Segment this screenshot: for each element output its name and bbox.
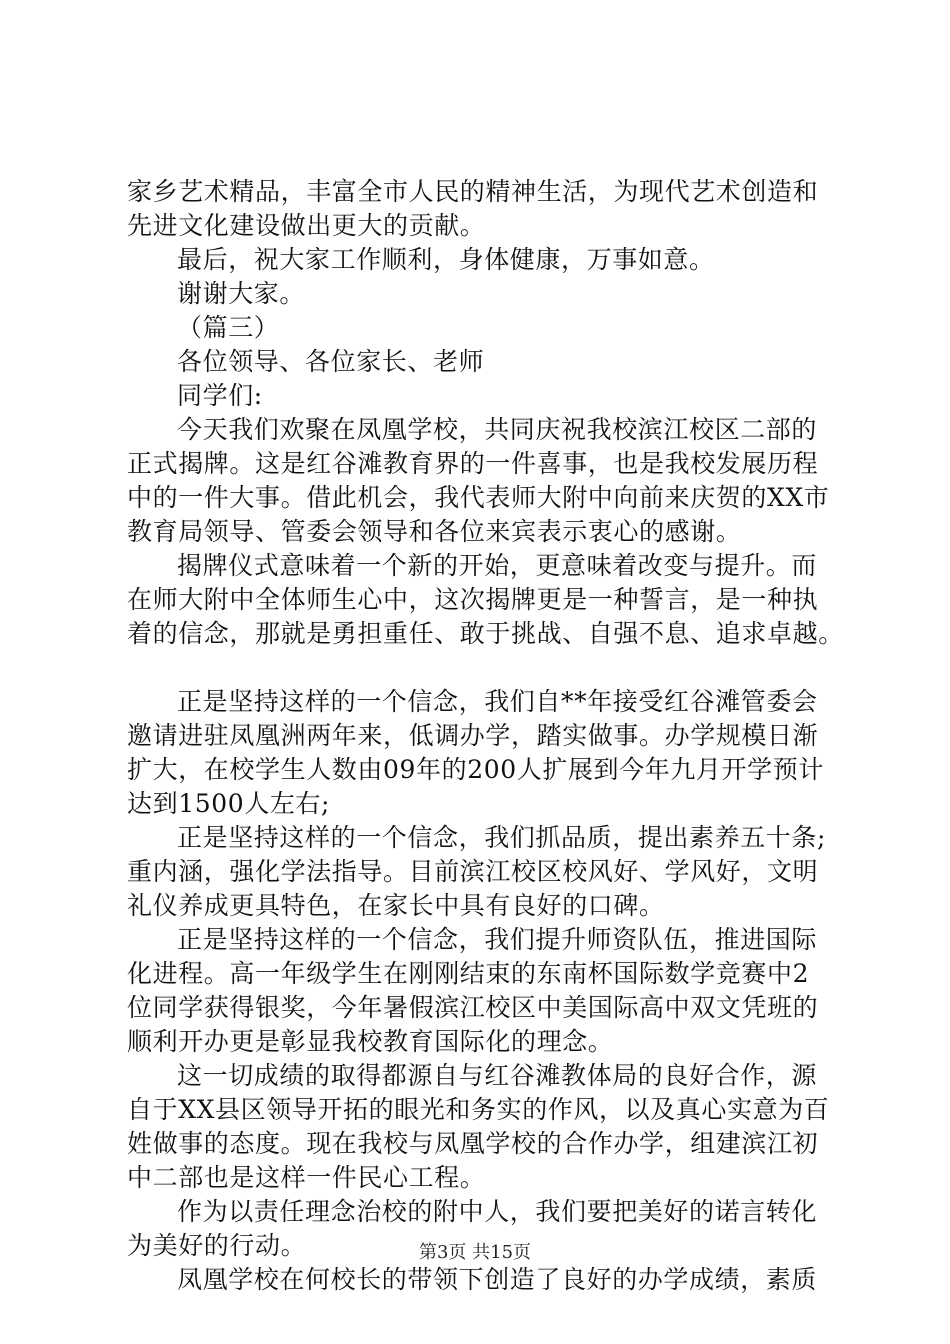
text-line: 作为以责任理念治校的附中人，我们要把美好的诺言转化: [177, 1197, 818, 1226]
text-line: 顺利开办更是彰显我校教育国际化的理念。: [127, 1027, 614, 1056]
text-line: 揭牌仪式意味着一个新的开始，更意味着改变与提升。而: [177, 551, 818, 580]
text-line: 扩大，在校学生人数由09年的200人扩展到今年九月开学预计: [127, 755, 824, 784]
text-line: 最后，祝大家工作顺利，身体健康，万事如意。: [177, 245, 715, 274]
section-heading: （篇三）: [177, 313, 280, 342]
text-line: 自于XX县区领导开拓的眼光和务实的作风，以及真心实意为百: [127, 1095, 830, 1124]
text-line: 为美好的行动。: [127, 1231, 307, 1260]
text-line: 凤凰学校在何校长的带领下创造了良好的办学成绩，素质: [177, 1265, 818, 1294]
text-line: 在师大附中全体师生心中，这次揭牌更是一种誓言，是一种执: [127, 585, 819, 614]
text-line: 先进文化建设做出更大的贡献。: [127, 211, 486, 240]
salutation: 各位领导、各位家长、老师: [177, 347, 485, 376]
text-line: 正式揭牌。这是红谷滩教育界的一件喜事，也是我校发展历程: [127, 449, 819, 478]
body-text: [127, 175, 844, 1297]
text-line: 正是坚持这样的一个信念，我们抓品质，提出素养五十条;: [177, 823, 827, 852]
text-line: 正是坚持这样的一个信念，我们提升师资队伍，推进国际: [177, 925, 818, 954]
text-line: 礼仪养成更具特色，在家长中具有良好的口碑。: [127, 891, 665, 920]
text-line: 达到1500人左右;: [127, 789, 331, 818]
text-line: 着的信念，那就是勇担重任、敢于挑战、自强不息、追求卓越。: [127, 619, 844, 648]
text-line: 这一切成绩的取得都源自与红谷滩教体局的良好合作，源: [177, 1061, 818, 1090]
salutation: 同学们:: [177, 381, 263, 410]
text-line: 化进程。高一年级学生在刚刚结束的东南杯国际数学竞赛中2: [127, 959, 810, 988]
page-number: 第3页 共15页: [418, 1242, 532, 1263]
text-line: 教育局领导、管委会领导和各位来宾表示衷心的感谢。: [127, 517, 742, 546]
paragraph-gap: [127, 651, 837, 685]
text-line: 中的一件大事。借此机会，我代表师大附中向前来庆贺的XX市: [127, 483, 830, 512]
text-line: 重内涵，强化学法指导。目前滨江校区校风好、学风好，文明: [127, 857, 819, 886]
text-line: 今天我们欢聚在凤凰学校，共同庆祝我校滨江校区二部的: [177, 415, 818, 444]
text-line: 邀请进驻凤凰洲两年来，低调办学，踏实做事。办学规模日渐: [127, 721, 819, 750]
text-line: 家乡艺术精品，丰富全市人民的精神生活，为现代艺术创造和: [127, 177, 819, 206]
text-line: 位同学获得银奖，今年暑假滨江校区中美国际高中双文凭班的: [127, 993, 819, 1022]
text-line: 姓做事的态度。现在我校与凤凰学校的合作办学，组建滨江初: [127, 1129, 819, 1158]
text-line: 谢谢大家。: [177, 279, 306, 308]
text-line: 中二部也是这样一件民心工程。: [127, 1163, 486, 1192]
text-line: 正是坚持这样的一个信念，我们自**年接受红谷滩管委会: [177, 687, 818, 716]
